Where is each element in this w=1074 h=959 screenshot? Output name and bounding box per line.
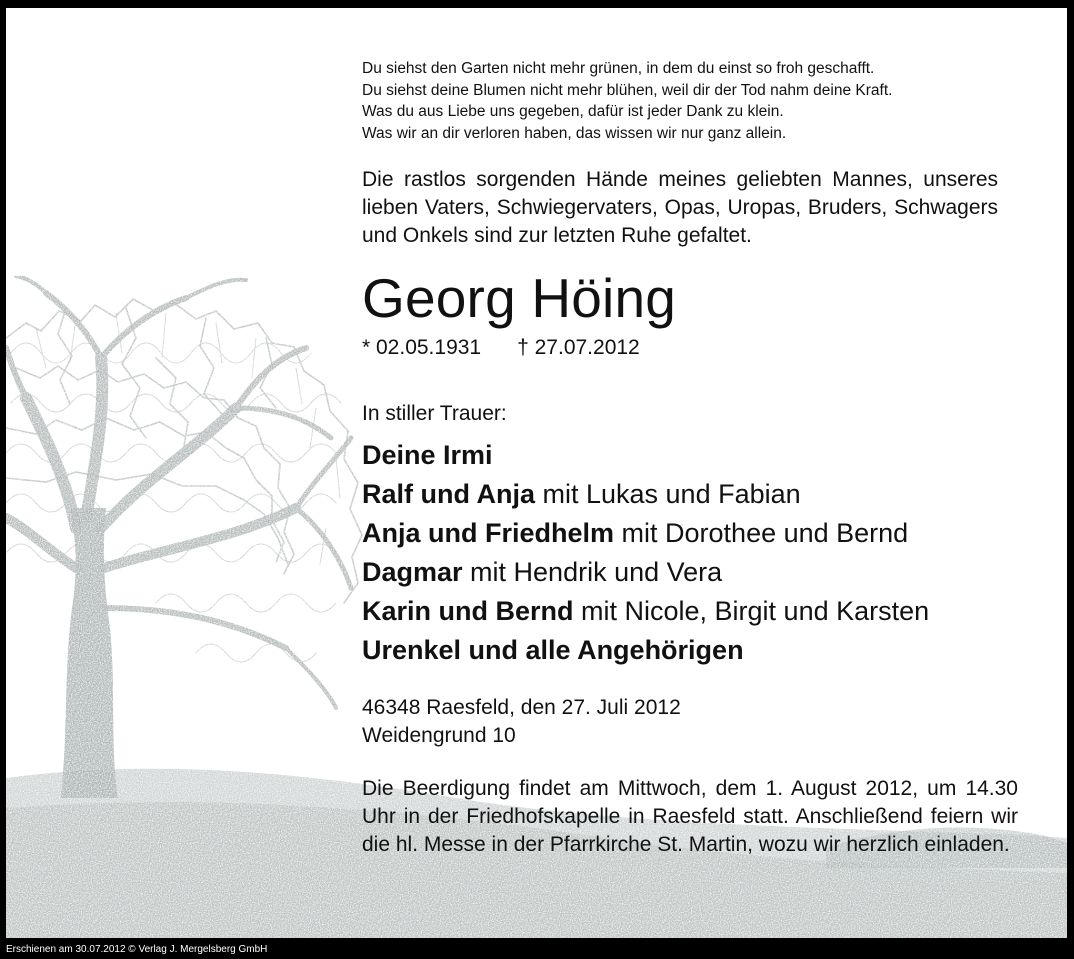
- mourning-label: In stiller Trauer:: [362, 402, 507, 425]
- family-row: [362, 631, 1022, 670]
- family-name-bold: Anja und Friedhelm: [362, 518, 615, 548]
- family-name-bold: Karin und Bernd: [362, 596, 574, 626]
- poem-line: Was wir an dir verloren haben, das wissen wir nur ganz allein.: [362, 124, 787, 142]
- obituary-notice: [6, 8, 1067, 938]
- family-row: [362, 514, 1022, 553]
- street: Weidengrund 10: [362, 724, 516, 747]
- family-name-rest: mit Dorothee und Bernd: [614, 518, 909, 548]
- family-row: [362, 475, 1022, 514]
- poem-line: Du siehst den Garten nicht mehr grünen, in dem du einst so froh geschafft.: [362, 60, 875, 77]
- place-date: 46348 Raesfeld, den 27. Juli 2012: [362, 696, 681, 719]
- family-name-rest: mit Nicole, Birgit und Karsten: [573, 596, 930, 626]
- family-name-rest: mit Hendrik und Vera: [462, 557, 723, 587]
- family-name-rest: mit Lukas und Fabian: [535, 479, 801, 509]
- family-row: [362, 436, 1022, 475]
- birth-date: * 02.05.1931: [362, 336, 482, 359]
- deceased-name: Georg Höing: [362, 267, 677, 329]
- family-name-bold: Ralf und Anja: [362, 479, 535, 509]
- family-name-bold: Deine Irmi: [362, 440, 493, 470]
- poem-line: Was du aus Liebe uns gegeben, dafür ist jeder Dank zu klein.: [362, 103, 784, 120]
- family-name-bold: Urenkel und alle Angehörigen: [362, 635, 744, 665]
- family-name-bold: Dagmar: [362, 557, 463, 587]
- address-block: [362, 694, 1022, 750]
- death-date: † 27.07.2012: [517, 336, 640, 359]
- family-row: [362, 553, 1022, 592]
- funeral-paragraph: Die Beerdigung findet am Mittwoch, dem 1. August 2012, um 14.30 Uhr in der Friedhofskapelle in Raesfeld statt. Anschließend feiern wir die hl. Messe in der Pfarrkirche St. Martin, wozu wir herzlich einladen.: [362, 777, 1018, 856]
- intro-paragraph: Die rastlos sorgenden Hände meines geliebten Mannes, unseres lieben Vaters, Schwiegervaters, Opas, Uropas, Bruders, Schwagers und Onkels sind zur letzten Ruhe gefaltet.: [362, 168, 998, 247]
- family-list: [362, 436, 1022, 670]
- poem: [362, 58, 1022, 144]
- family-row: [362, 592, 1022, 631]
- notice-text: [362, 58, 1022, 859]
- poem-line: Du siehst deine Blumen nicht mehr blühen, weil dir der Tod nahm deine Kraft.: [362, 81, 893, 99]
- life-dates: [362, 334, 1022, 362]
- publication-footer: Erschienen am 30.07.2012 © Verlag J. Mergelsberg GmbH: [6, 944, 268, 955]
